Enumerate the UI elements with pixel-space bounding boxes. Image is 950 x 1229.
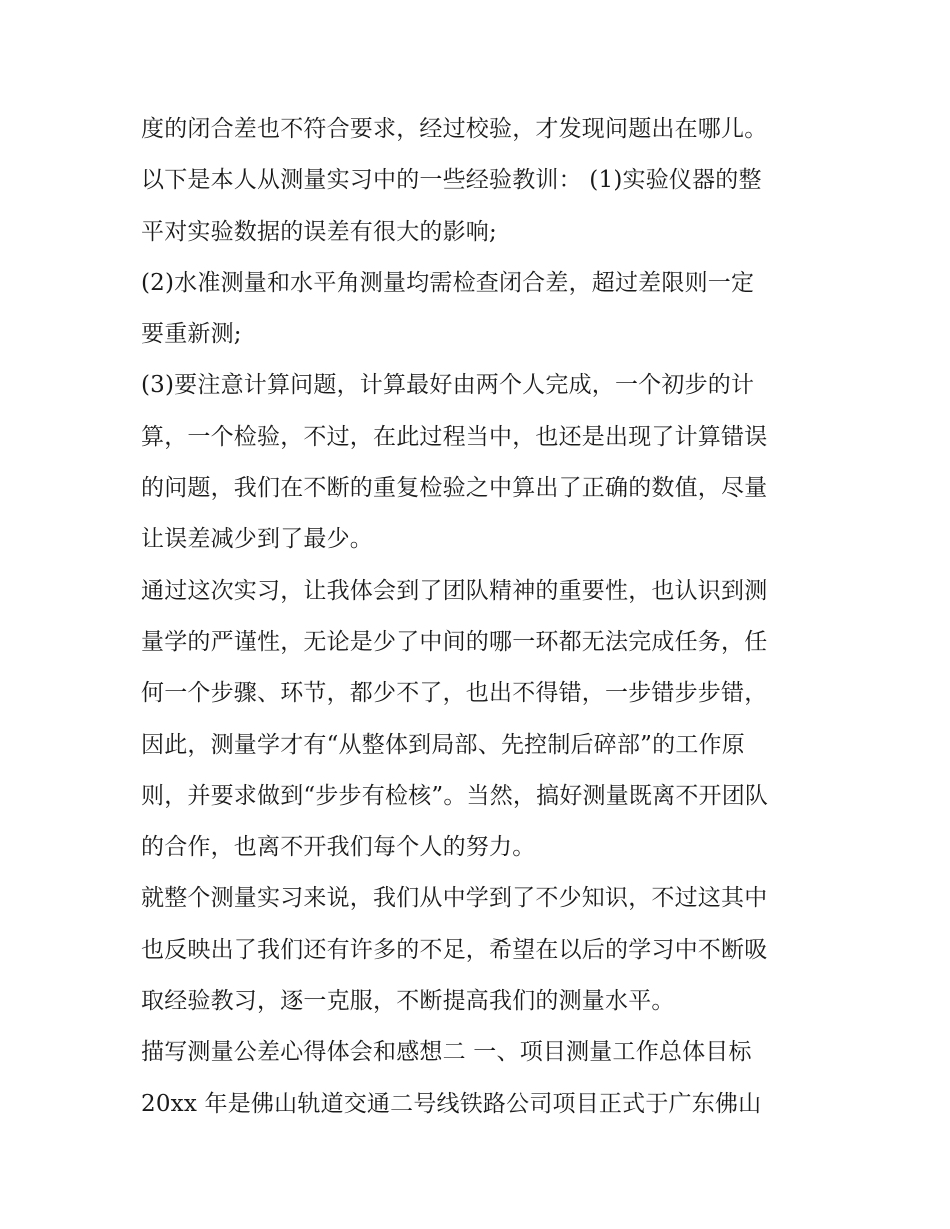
text-line-1: 度的闭合差也不符合要求，经过校验，才发现问题出在哪儿。 (141, 116, 768, 142)
text-line-10: 通过这次实习，让我体会到了团队精神的重要性，也认识到测 (141, 577, 768, 604)
text-line-16: 就整个测量实习来说，我们从中学到了不少知识，不过这其中 (141, 885, 768, 912)
text-line-11: 量学的严谨性，无论是少了中间的哪一环都无法完成任务，任 (141, 628, 768, 655)
text-line-3: 平对实验数据的误差有很大的影响; (141, 218, 497, 245)
text-line-4: (2)水准测量和水平角测量均需检查闭合差，超过差限则一定 (141, 269, 755, 296)
text-line-19: 描写测量公差心得体会和感想二 一、项目测量工作总体目标 (141, 1039, 752, 1066)
text-line-8: 的问题，我们在不断的重复检验之中算出了正确的数值，尽量 (141, 475, 768, 502)
text-line-18: 取经验教习，逐一克服，不断提高我们的测量水平。 (141, 988, 675, 1015)
text-line-15: 的合作，也离不开我们每个人的努力。 (141, 834, 536, 861)
text-line-9: 让误差减少到了最少。 (141, 526, 373, 553)
document-body (141, 104, 821, 1130)
text-line-20: 20xx 年是佛山轨道交通二号线铁路公司项目正式于广东佛山 (141, 1090, 762, 1117)
text-line-5: 要重新测; (141, 321, 242, 348)
text-line-6: (3)要注意计算问题，计算最好由两个人完成，一个初步的计 (141, 372, 755, 399)
text-line-7: 算，一个检验，不过，在此过程当中，也还是出现了计算错误 (141, 423, 768, 450)
text-line-12: 何一个步骤、环节，都少不了，也出不得错，一步错步步错， (141, 680, 768, 707)
text-line-17: 也反映出了我们还有许多的不足，希望在以后的学习中不断吸 (141, 936, 768, 963)
text-line-14: 则，并要求做到“步步有检核”。当然，搞好测量既离不开团队 (141, 782, 769, 809)
text-line-13: 因此，测量学才有“从整体到局部、先控制后碎部”的工作原 (141, 731, 745, 758)
text-line-2: 以下是本人从测量实习中的一些经验教训： (1)实验仪器的整 (141, 167, 762, 194)
